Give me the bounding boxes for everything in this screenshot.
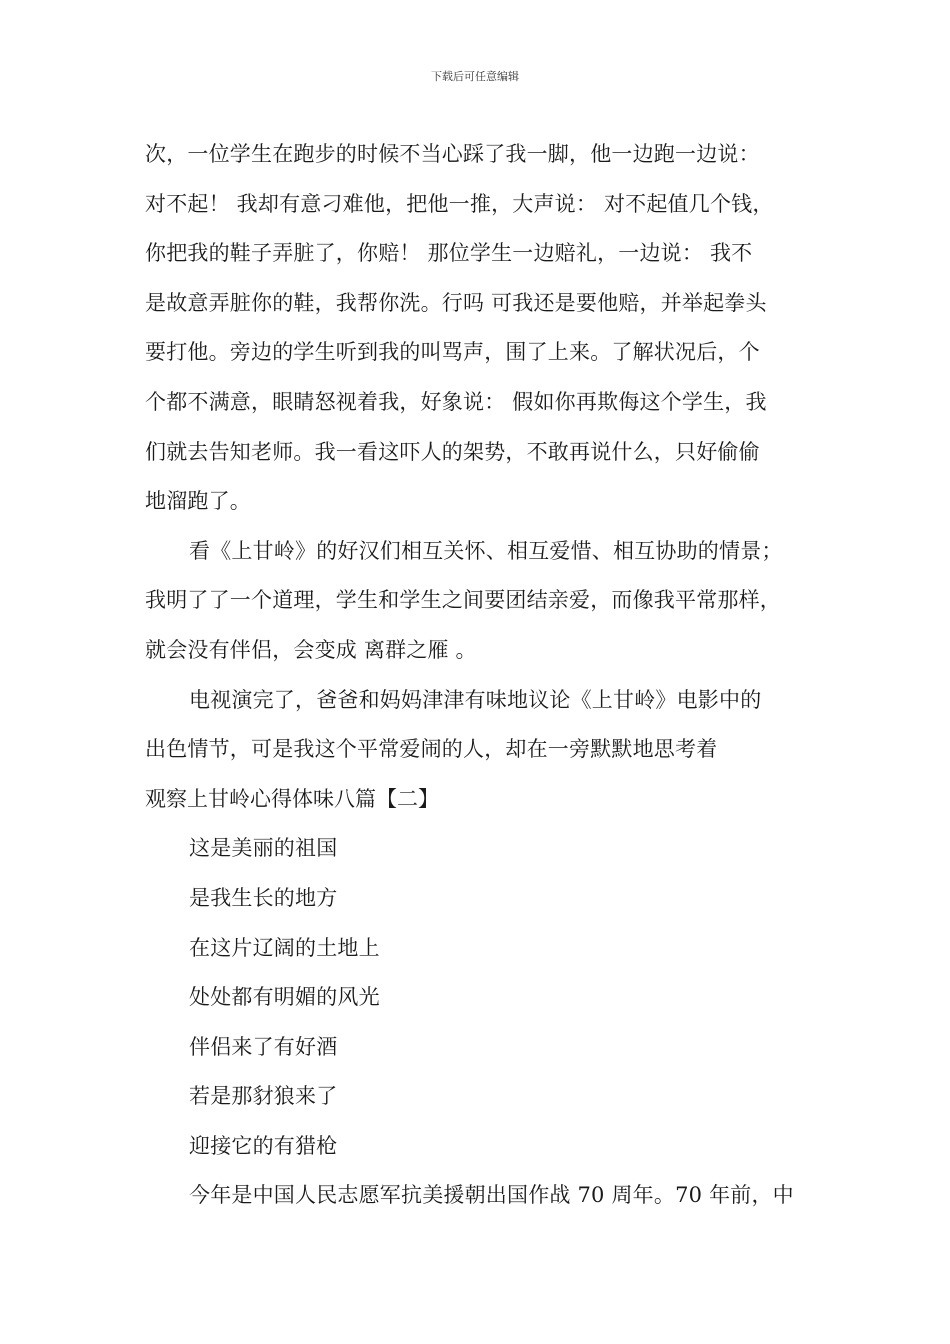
section-title: 观察上甘岭心得体味八篇【二】 (145, 786, 439, 811)
poem-line: 是我生长的地方 (189, 885, 338, 910)
text-line: 次，一位学生在跑步的时候不当心踩了我一脚，他一边跑一边说： (145, 142, 760, 166)
text-line: 个都不满意，眼睛怒视着我，好象说： 假如你再欺侮这个学生，我 (145, 389, 767, 414)
page-header: 下载后可任意编辑 (431, 70, 519, 83)
text-line: 电视演完了，爸爸和妈妈津津有味地议论《上甘岭》电影中的 (189, 687, 762, 712)
text-line: 今年是中国人民志愿军抗美援朝出国作战 70 周年。70 年前，中 (189, 1183, 794, 1208)
text-line: 出色情节，可是我这个平常爱闹的人，却在一旁默默地思考着 (145, 737, 718, 762)
document-body (145, 130, 815, 1221)
paragraph-story (145, 130, 815, 527)
poem-block (145, 824, 815, 1171)
poem-line: 伴侣来了有好酒 (189, 1034, 338, 1059)
poem-line: 在这片辽阔的土地上 (189, 935, 380, 960)
poem-line: 处处都有明媚的风光 (189, 985, 380, 1010)
text-line: 你把我的鞋子弄脏了，你赔！ 那位学生一边赔礼，一边说： 我不 (145, 241, 753, 266)
text-line: 对不起！ 我却有意刁难他，把他一推，大声说： 对不起值几个钱， (145, 191, 774, 216)
poem-line: 迎接它的有猎枪 (189, 1133, 338, 1158)
paragraph-ending (145, 676, 815, 775)
text-line: 就会没有伴侣，会变成 离群之雁 。 (145, 637, 477, 662)
text-line: 要打他。旁边的学生听到我的叫骂声，围了上来。了解状况后，个 (145, 340, 760, 365)
text-line: 是故意弄脏你的鞋，我帮你洗。行吗 可我还是要他赔，并举起拳头 (145, 290, 767, 315)
paragraph-anniversary (145, 1171, 815, 1221)
text-line: 我明了了一个道理，学生和学生之间要团结亲爱，而像我平常那样， (145, 588, 781, 613)
paragraph-lesson (145, 527, 815, 676)
text-line: 地溜跑了。 (145, 489, 251, 514)
text-line: 看《上甘岭》的好汉们相互关怀、相互爱惜、相互协助的情景； (189, 538, 783, 563)
text-line: 们就去告知老师。我一看这吓人的架势，不敢再说什么，只好偷偷 (145, 439, 760, 464)
poem-line: 这是美丽的祖国 (189, 836, 338, 861)
poem-line: 若是那豺狼来了 (189, 1084, 338, 1109)
